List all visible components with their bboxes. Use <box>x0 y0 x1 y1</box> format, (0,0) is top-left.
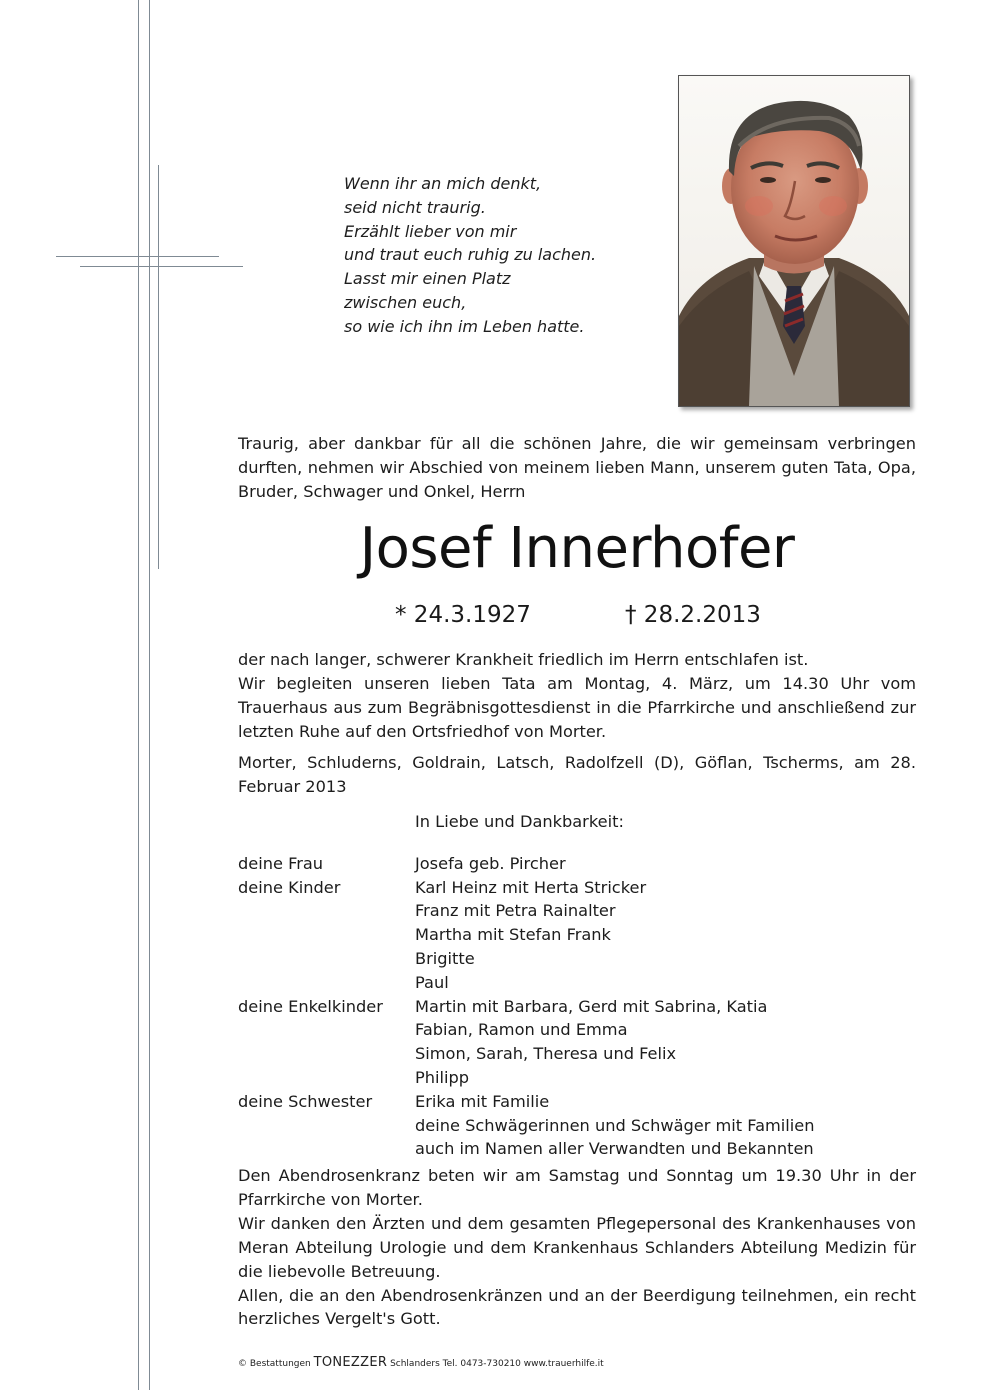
poem <box>344 172 644 339</box>
mourners-header-row <box>238 810 916 834</box>
mourner-names: Simon, Sarah, Theresa und Felix <box>415 1044 677 1064</box>
relation-label <box>238 1114 415 1138</box>
cross-vertical-line-2 <box>149 0 150 1390</box>
poem-line: Erzählt lieber von mir <box>344 221 517 241</box>
list-item <box>238 1042 916 1066</box>
funeral-details <box>238 648 916 744</box>
list-item <box>238 971 916 995</box>
mourners-header: In Liebe und Dankbarkeit: <box>415 812 624 831</box>
relation-label <box>238 899 415 923</box>
list-item <box>238 1090 916 1114</box>
portrait-illustration <box>679 76 909 406</box>
mourner-names: deine Schwägerinnen und Schwäger mit Familien <box>415 1115 815 1135</box>
mourner-names: Martha mit Stefan Frank <box>415 925 611 945</box>
mourner-names: Erika mit Familie <box>415 1091 550 1111</box>
list-item <box>238 1066 916 1090</box>
relation-label <box>238 923 415 947</box>
relation-label <box>238 1042 415 1066</box>
mourners-list <box>238 810 916 1161</box>
poem-line: Wenn ihr an mich denkt, <box>344 174 542 193</box>
list-item <box>238 1114 916 1138</box>
relation-label: deine Kinder <box>238 877 341 897</box>
mourner-names: Paul <box>415 972 449 992</box>
list-item <box>238 1018 916 1042</box>
footer-prefix: © Bestattungen <box>238 1359 311 1369</box>
places-and-date: Morter, Schluderns, Goldrain, Latsch, Radolfzell (D), Göflan, Tscherms, am 28. Februar 2013 <box>238 753 916 796</box>
list-item <box>238 899 916 923</box>
list-item <box>238 1137 916 1161</box>
rosary-notice: Den Abendrosenkranz beten wir am Samstag und Sonntag um 19.30 Uhr in der Pfarrkirche von Morter. <box>238 1166 916 1209</box>
relation-label <box>238 1137 415 1161</box>
list-item <box>238 995 916 1019</box>
poem-line: seid nicht traurig. <box>344 197 486 217</box>
mourner-names: Franz mit Petra Rainalter <box>415 901 616 921</box>
birth-date: * 24.3.1927 <box>395 602 531 628</box>
death-statement: der nach langer, schwerer Krankheit friedlich im Herrn entschlafen ist. <box>238 650 809 669</box>
mourner-names: Karl Heinz mit Herta Stricker <box>415 877 647 897</box>
thanks-staff: Wir danken den Ärzten und dem gesamten Pflegepersonal des Krankenhauses von Meran Abteilung Urologie und dem Krankenhaus Schlanders Abteilung Medizin für die liebevolle Betreuung. <box>238 1213 916 1281</box>
footer-contact: Schlanders Tel. 0473-730210 www.trauerhilfe.it <box>390 1359 604 1369</box>
list-item <box>238 923 916 947</box>
mourner-names: auch im Namen aller Verwandten und Bekannten <box>415 1139 814 1159</box>
mourner-names: Fabian, Ramon und Emma <box>415 1020 628 1040</box>
mourner-names: Brigitte <box>415 948 475 968</box>
cross-vertical-line-1 <box>138 0 139 1390</box>
relation-label <box>238 947 415 971</box>
relation-label: deine Schwester <box>238 1091 373 1111</box>
deceased-name: Josef Innerhofer <box>359 516 795 581</box>
cross-horizontal-line-2 <box>80 266 243 267</box>
relation-label <box>238 1018 415 1042</box>
footer-credit <box>238 1355 604 1370</box>
poem-line: und traut euch ruhig zu lachen. <box>344 245 597 265</box>
thanks-attendees: Allen, die an den Abendrosenkränzen und an der Beerdigung teilnehmen, ein recht herzliches Vergelt's Gott. <box>238 1285 916 1329</box>
list-item <box>238 947 916 971</box>
poem-line: Lasst mir einen Platz <box>344 269 511 289</box>
death-date: † 28.2.2013 <box>625 602 761 628</box>
intro-paragraph: Traurig, aber dankbar für all die schönen Jahre, die wir gemeinsam verbringen durften, nehmen wir Abschied von meinem lieben Mann, unserem guten Tata, Opa, Bruder, Schwager und Onkel, Herrn <box>238 434 916 501</box>
list-item <box>238 852 916 876</box>
mourner-names: Philipp <box>415 1067 470 1087</box>
relation-label: deine Frau <box>238 853 324 873</box>
cross-horizontal-line-1 <box>56 256 219 257</box>
relation-label: deine Enkelkinder <box>238 996 383 1016</box>
list-item <box>238 876 916 900</box>
funeral-schedule: Wir begleiten unseren lieben Tata am Montag, 4. März, um 14.30 Uhr vom Trauerhaus aus zum Begräbnisgottesdienst in die Pfarrkirche und anschließend zur letzten Ruhe auf den Ortsfriedhof von Morter. <box>238 673 916 741</box>
portrait-photo <box>678 75 910 407</box>
closing-text <box>238 1164 916 1331</box>
relation-label <box>238 971 415 995</box>
mourner-names: Martin mit Barbara, Gerd mit Sabrina, Katia <box>415 996 768 1016</box>
footer-brand: TONEZZER <box>313 1355 388 1370</box>
poem-line: zwischen euch, <box>344 292 467 312</box>
poem-line: so wie ich ihn im Leben hatte. <box>344 316 585 336</box>
cross-vertical-line-3 <box>158 165 159 569</box>
relation-label <box>238 1066 415 1090</box>
mourner-names: Josefa geb. Pircher <box>415 853 566 873</box>
